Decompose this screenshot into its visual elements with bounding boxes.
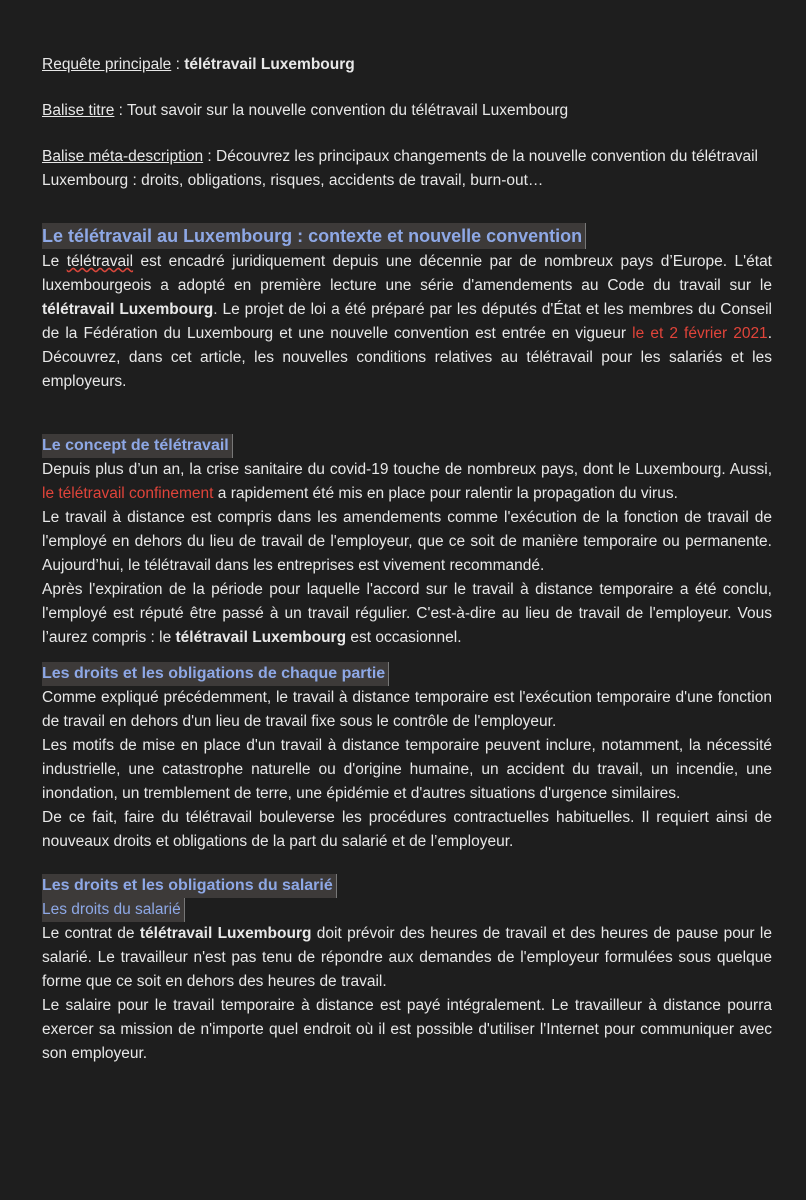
spellcheck-word: télétravail [66, 253, 134, 270]
main-query-label: Requête principale [42, 56, 172, 73]
paragraph-rights-2: Les motifs de mise en place d'un travail à distance temporaire peuvent inclure, notamment, la nécessité industrielle, une catastrophe naturelle ou d'origine humaine, un accident du travail, un incendie, une inondation, un tremblement de terre, une épidémie et d'autres situations d'urgence similaires. [42, 737, 772, 802]
title-tag-line [42, 99, 772, 123]
paragraph-concept-2: Le travail à distance est compris dans les amendements comme l'exécution de la fonction de travail de l'employé en dehors du lieu de travail de l'employeur, que ce soit de manière temporaire ou permanente. Aujourd’hui, le télétravail dans les entreprises est vivement recommandé. [42, 509, 772, 574]
main-query-value: télétravail Luxembourg [184, 56, 355, 73]
document-page [42, 53, 772, 1066]
paragraph-rights-3: De ce fait, faire du télétravail bouleverse les procédures contractuelles habituelles. Il requiert ainsi de nouveaux droits et obligations de la part du salarié et de l’employeur. [42, 809, 772, 850]
title-tag-label: Balise titre [42, 102, 115, 119]
subheading-employee-rights: Les droits du salarié [42, 898, 185, 922]
paragraph-concept-1: Depuis plus d’un an, la crise sanitaire du covid-19 touche de nombreux pays, dont le Luxembourg. Aussi, le télétravail confinement a rapidement été mis en place pour ralentir la propagation du virus. [42, 461, 772, 502]
meta-description-line [42, 145, 772, 193]
paragraph-rights-1: Comme expliqué précédemment, le travail à distance temporaire est l'exécution temporaire d'une fonction de travail en dehors d'un lieu de travail fixe sous le contrôle de l'employeur. [42, 689, 772, 730]
title-tag-value: : Tout savoir sur la nouvelle convention du télétravail Luxembourg [114, 102, 569, 119]
meta-description-label: Balise méta-description [42, 148, 204, 165]
heading-context-convention: Le télétravail au Luxembourg : contexte et nouvelle convention [42, 223, 586, 249]
paragraph-context: Le télétravail est encadré juridiquement depuis une décennie par de nombreux pays d’Europe. L'état luxembourgeois a adopté en première lecture une série d'amendements au Code du travail sur le télétravail Luxembourg. Le projet de loi a été préparé par les députés d'État et les membres du Conseil de la Fédération du Luxembourg et une nouvelle convention est entrée en vigueur le et 2 février 2021. Découvrez, dans cet article, les nouvelles conditions relatives au télétravail pour les salariés et les employeurs. [42, 253, 773, 390]
paragraph-employee-2: Le salaire pour le travail temporaire à distance est payé intégralement. Le travailleur à distance pourra exercer sa mission de n'importe quel endroit où il est possible d'utiliser l'Internet pour communiquer avec son employeur. [42, 997, 772, 1062]
heading-employee-rights-obligations: Les droits et les obligations du salarié [42, 874, 337, 898]
highlighted-keyword: le télétravail confinement [42, 485, 214, 502]
paragraph-concept-3: Après l'expiration de la période pour laquelle l'accord sur le travail à distance temporaire a été conclu, l'employé est réputé être passé à un travail régulier. C'est-à-dire au lieu de travail de l'employeur. Vous l’aurez compris : le télétravail Luxembourg est occasionnel. [42, 581, 772, 646]
paragraph-employee-1: Le contrat de télétravail Luxembourg doit prévoir des heures de travail et des heures de pause pour le salarié. Le travailleur n'est pas tenu de répondre aux demandes de l'employeur formulées sous quelque forme que ce soit en dehors des heures de travail. [42, 925, 772, 990]
meta-description-value: : Découvrez les principaux changements de la nouvelle convention du télétravail Luxembourg : droits, obligations, risques, accidents de travail, burn-out… [42, 148, 758, 189]
main-query-line: Requête principale : télétravail Luxembourg [42, 56, 355, 73]
heading-rights-obligations: Les droits et les obligations de chaque partie [42, 662, 389, 686]
heading-concept: Le concept de télétravail [42, 434, 233, 458]
highlighted-date: le et 2 février 2021 [632, 325, 768, 342]
